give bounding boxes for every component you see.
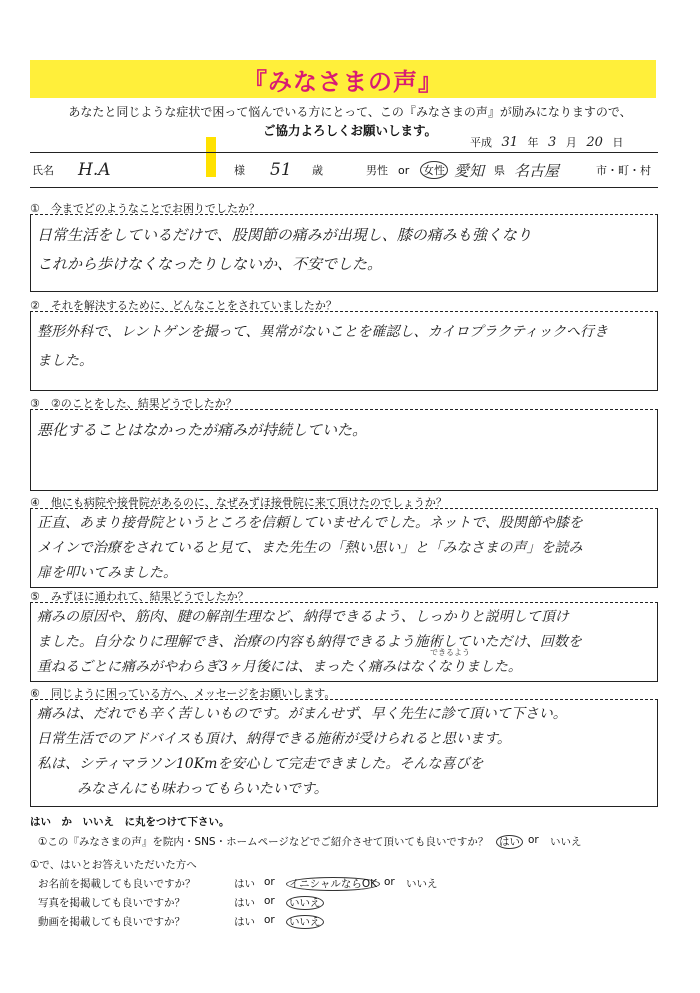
question-4-answer <box>30 508 658 588</box>
answer-line: 扉を叩いてみました。 <box>37 565 177 581</box>
gender-or: or <box>398 163 410 177</box>
answer-line: 整形外科で、レントゲンを撮って、異常がないことを確認し、カイロプラクティックへ行き <box>37 324 608 340</box>
date-line <box>470 134 623 150</box>
form-title: 『みなさまの声』 <box>243 67 443 96</box>
q1-or: or <box>528 834 539 846</box>
photo-yes-option[interactable]: はい <box>234 897 255 909</box>
video-no-option[interactable]: いいえ <box>286 915 324 929</box>
photo-or: or <box>264 895 275 907</box>
date-era: 平成 <box>470 136 492 149</box>
prefecture-value: 愛知 <box>454 161 485 180</box>
answer-line: ました。自分なりに理解でき、治療の内容も納得できるよう施術していただけ、回数を <box>37 634 582 650</box>
gender-male: 男性 <box>366 164 388 177</box>
question-1-heading: ① 今までどのようなことでお困りでしたか？ <box>30 202 260 215</box>
sama-label: 様 <box>234 164 245 177</box>
answer-line: 私は、シティマラソン10Kmを安心して完走できました。そんな喜びを <box>37 756 484 772</box>
title-banner <box>30 60 656 98</box>
name-no-option[interactable]: いいえ <box>406 878 438 890</box>
question-5-answer <box>30 602 658 682</box>
question-6-answer <box>30 699 658 807</box>
gender-female: 女性 <box>420 161 448 179</box>
date-year-label: 年 <box>527 136 539 149</box>
video-publish-question: 動画を掲載しても良いですか？ <box>38 916 185 928</box>
consent-followup: ①で、はいとお答えいただいた方へ <box>30 859 197 871</box>
name-initial-option[interactable]: イニシャルならOK <box>286 877 380 891</box>
answer-line: みなさんにも味わってもらいたいです。 <box>77 781 328 797</box>
answer-line: これから歩けなくなったりしないか、不安でした。 <box>37 255 383 273</box>
name-or-2: or <box>384 876 395 888</box>
video-yes-option[interactable]: はい <box>234 916 255 928</box>
answer-line: 痛みの原因や、筋肉、腱の解剖生理など、納得できるよう、しっかりと説明して頂け <box>37 609 569 625</box>
question-6-heading: ⑥ 同じように困っている方へ、メッセージをお願いします。 <box>30 687 336 700</box>
age-label: 歳 <box>312 164 323 177</box>
question-3-heading: ③ ②のことをした、結果どうでしたか？ <box>30 397 237 410</box>
answer-line: 痛みは、だれでも辛く苦しいものです。がまんせず、早く先生に診て頂いて下さい。 <box>37 706 567 722</box>
intro-request: ご協力よろしくお願いします。 <box>262 123 437 138</box>
city-value: 名古屋 <box>514 161 560 180</box>
name-or-1: or <box>264 876 275 888</box>
consent-instruction: はい か いいえ に丸をつけて下さい。 <box>30 816 230 828</box>
answer-line: 日常生活をしているだけで、股関節の痛みが出現し、膝の痛みも強くなり <box>37 226 532 244</box>
video-or: or <box>264 914 275 926</box>
intro-text: あなたと同じような症状で困って悩んでいる方にとって、この『みなさまの声』が励みになりますので、 <box>68 105 632 119</box>
date-month: 3 <box>548 135 557 150</box>
date-month-label: 月 <box>565 136 577 149</box>
answer-line: 正直、あまり接骨院というところを信頼していませんでした。ネットで、股関節や膝を <box>37 515 583 531</box>
name-value: H.A <box>78 160 111 180</box>
name-publish-question: お名前を掲載しても良いですか？ <box>38 878 196 890</box>
name-label: 氏名 <box>32 164 54 177</box>
answer-line: 重ねるごとに痛みがやわらぎ3ヶ月後には、まったく痛みはなくなりました。 <box>37 659 522 675</box>
city-label: 市・町・村 <box>596 164 651 177</box>
name-yes-option[interactable]: はい <box>234 878 255 890</box>
date-day: 20 <box>586 135 603 150</box>
question-2-answer <box>30 311 658 391</box>
photo-publish-question: 写真を掲載しても良いですか？ <box>38 897 185 909</box>
q1-no-option[interactable]: いいえ <box>550 836 582 848</box>
prefecture-label: 県 <box>494 164 505 177</box>
margin-note: できるよう <box>430 648 470 657</box>
question-4-heading: ④ 他にも病院や接骨院があるのに、なぜみずほ接骨院に来て頂けたのでしょうか？ <box>30 496 447 509</box>
consent-question-1: ①この『みなさまの声』を院内・SNS・ホームページなどでご紹介させて頂いても良いですか？ <box>38 836 489 848</box>
age-value: 51 <box>270 160 292 180</box>
question-1-answer <box>30 214 658 292</box>
date-year: 31 <box>501 135 519 150</box>
answer-line: 悪化することはなかったが痛みが持続していた。 <box>37 421 368 439</box>
question-5-heading: ⑤ みずほに通われて、結果どうでしたか？ <box>30 590 249 603</box>
photo-no-option[interactable]: いいえ <box>286 896 324 910</box>
answer-line: メインで治療をされていると見て、また先生の「熱い思い」と「みなさまの声」を読み <box>37 540 583 556</box>
date-day-label: 日 <box>612 136 624 149</box>
answer-line: ました。 <box>37 353 93 369</box>
name-row <box>30 152 658 188</box>
answer-line: 日常生活でのアドバイスも頂け、納得できる施術が受けられると思います。 <box>37 731 511 747</box>
q1-yes-option[interactable]: はい <box>496 835 523 849</box>
question-2-heading: ② それを解決するために、どんなことをされていましたか？ <box>30 299 337 312</box>
question-3-answer <box>30 409 658 491</box>
